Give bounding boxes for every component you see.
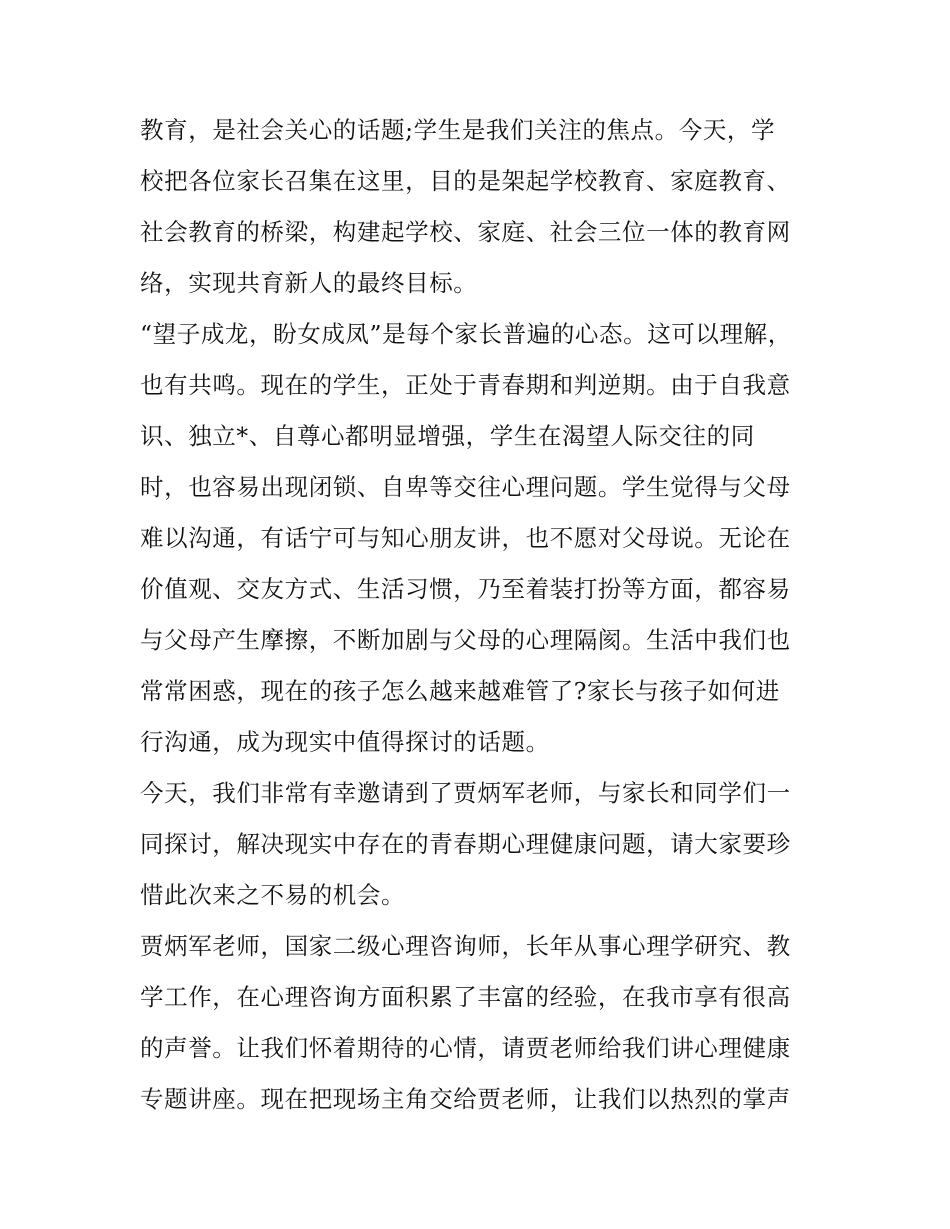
text-line: 识、独立*、自尊心都明显增强，学生在渴望人际交往的同 <box>140 422 755 450</box>
text-line: “望子成龙，盼女成凤”是每个家长普遍的心态。这可以理解， <box>140 320 792 348</box>
text-line: 的声誉。让我们怀着期待的心情，请贾老师给我们讲心理健康 <box>140 1034 791 1062</box>
text-line: 惜此次来之不易的机会。 <box>140 881 406 909</box>
text-line: 常常困惑，现在的孩子怎么越来越难管了?家长与孩子如何进 <box>140 677 780 705</box>
text-line: 时，也容易出现闭锁、自卑等交往心理问题。学生觉得与父母 <box>140 473 791 501</box>
text-line: 行沟通，成为现实中值得探讨的话题。 <box>140 728 550 756</box>
text-line: 学工作，在心理咨询方面积累了丰富的经验，在我市享有很高 <box>140 983 791 1011</box>
text-line: 络，实现共育新人的最终目标。 <box>140 269 478 297</box>
text-line: 价值观、交友方式、生活习惯，乃至着装打扮等方面，都容易 <box>140 575 791 603</box>
text-line: 难以沟通，有话宁可与知心朋友讲，也不愿对父母说。无论在 <box>140 524 791 552</box>
text-line: 今天，我们非常有幸邀请到了贾炳军老师，与家长和同学们一 <box>140 779 791 807</box>
text-line: 专题讲座。现在把现场主角交给贾老师，让我们以热烈的掌声 <box>140 1085 791 1113</box>
text-line: 校把各位家长召集在这里，目的是架起学校教育、家庭教育、 <box>140 167 791 195</box>
text-line: 社会教育的桥梁，构建起学校、家庭、社会三位一体的教育网 <box>140 218 791 246</box>
text-line: 教育，是社会关心的话题;学生是我们关注的焦点。今天，学 <box>140 116 776 144</box>
text-line: 也有共鸣。现在的学生，正处于青春期和判逆期。由于自我意 <box>140 371 791 399</box>
text-line: 贾炳军老师，国家二级心理咨询师，长年从事心理学研究、教 <box>140 932 791 960</box>
text-line: 与父母产生摩擦，不断加剧与父母的心理隔阂。生活中我们也 <box>140 626 791 654</box>
text-line: 同探讨，解决现实中存在的青春期心理健康问题，请大家要珍 <box>140 830 791 858</box>
